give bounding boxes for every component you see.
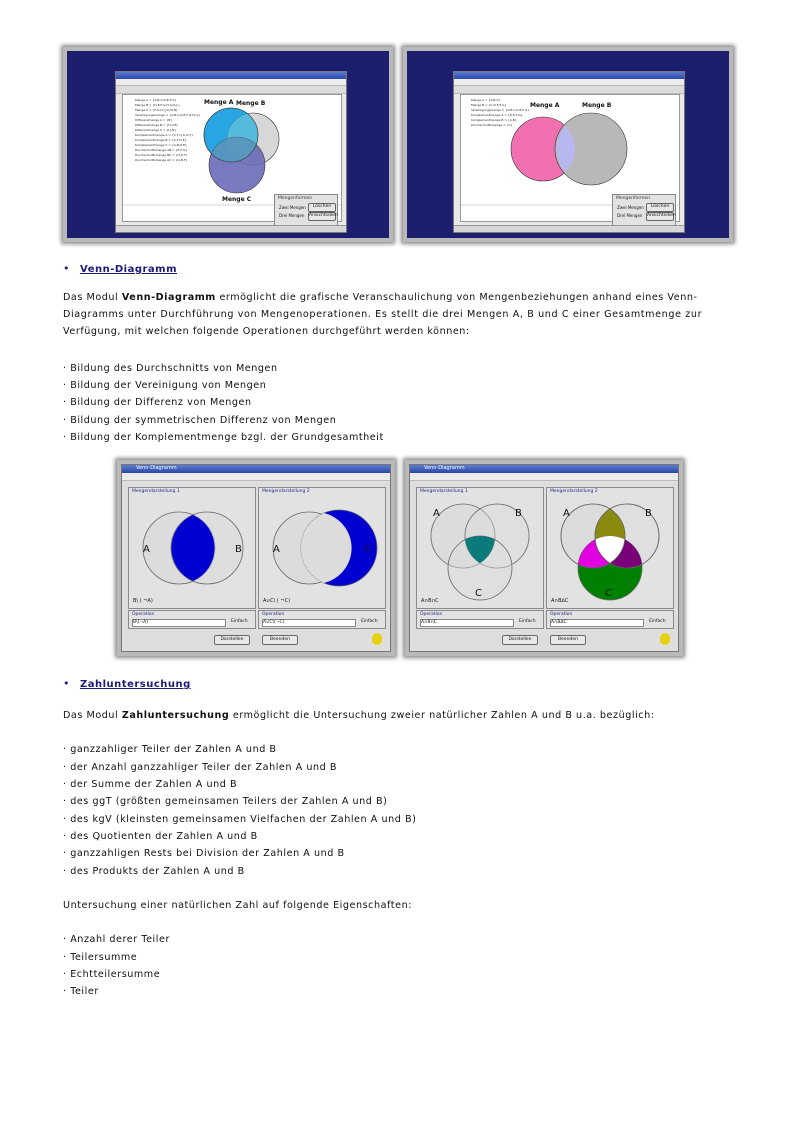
svg-text:Menge B = {C,D,E,F,G}: Menge B = {C,D,E,F,G} <box>471 103 507 107</box>
screenshot-venn-2 <box>405 460 683 656</box>
set-b-label: B <box>235 544 242 555</box>
svg-text:Vereinigungsmenge = {A,B,C,D,E: Vereinigungsmenge = {A,B,C,D,E,F,G} <box>471 108 530 112</box>
ansicht-button[interactable]: Ansichtsdien <box>646 212 674 221</box>
set-b-label: B <box>515 508 522 519</box>
expression-label: A∪C\ ( ¬C) <box>263 598 291 604</box>
einfach-checkbox[interactable]: Einfach <box>519 619 536 624</box>
operation-panel-1: Operation A∩B∩C Einfach <box>416 610 544 629</box>
einfach-checkbox[interactable]: Einfach <box>361 619 378 624</box>
svg-text:Menge A = {A,B,C,D,E,F,G}: Menge A = {A,B,C,D,E,F,G} <box>135 98 177 102</box>
zahluntersuchung-link[interactable]: Zahluntersuchung <box>80 679 191 690</box>
set-a-label: A <box>143 544 150 555</box>
svg-text:Durchschnittsmenge AC = {G,B,F: Durchschnittsmenge AC = {G,B,F} <box>135 158 188 162</box>
option-zwei-mengen[interactable]: Zwei Mengen <box>279 205 306 210</box>
svg-text:Differenzmenge C = {I,J,N}: Differenzmenge C = {I,J,N} <box>135 128 177 132</box>
help-icon[interactable] <box>660 633 670 645</box>
list-item: · Bildung der Vereinigung von Mengen <box>63 380 267 391</box>
venn-diagramm-link[interactable]: Venn-Diagramm <box>80 264 178 275</box>
set-a-label: A <box>563 508 570 519</box>
operation-input[interactable]: B\(¬A) <box>132 619 226 627</box>
set-c-label: C <box>475 588 482 599</box>
list-item: · Anzahl derer Teiler <box>63 934 170 945</box>
set-b-label: B <box>645 508 652 519</box>
list-item: · Bildung der symmetrischen Differenz von Mengen <box>63 415 337 426</box>
svg-text:Differenzmenge B = {H,I,M}: Differenzmenge B = {H,I,M} <box>135 123 178 127</box>
list-item: · der Summe der Zahlen A und B <box>63 779 238 790</box>
svg-text:Menge B = {D,E,F,G,H,I,J,K,L}: Menge B = {D,E,F,G,H,I,J,K,L} <box>135 103 180 107</box>
operation-input[interactable]: A∪C\(¬C) <box>262 619 356 627</box>
svg-text:Menge C = {F,G,H,I,J,K,M,N}: Menge C = {F,G,H,I,J,K,M,N} <box>135 108 178 112</box>
zahl-intro: Das Modul Zahluntersuchung ermöglicht die Untersuchung zweier natürlicher Zahlen A und B u.a. bezüglich: <box>63 710 655 721</box>
window-title: Venn-Diagramm <box>136 465 177 471</box>
menge-b-label: Menge B <box>236 100 266 107</box>
mengenformen-panel <box>274 194 338 226</box>
list-item: · des Quotienten der Zahlen A und B <box>63 831 258 842</box>
option-drei-mengen[interactable]: Drei Mengen <box>279 213 305 218</box>
operation-input[interactable]: A∩B∩C <box>420 619 514 627</box>
operation-panel-2: Operation A∩B∆C Einfach <box>546 610 674 629</box>
svg-text:Komplementmenge A = {C,F,I,J,K: Komplementmenge A = {C,F,I,J,K,O,T} <box>135 133 194 137</box>
einfach-checkbox[interactable]: Einfach <box>649 619 666 624</box>
beenden-button[interactable]: Beenden <box>262 635 298 645</box>
screenshot-sets-1 <box>63 47 393 242</box>
bullet: • <box>63 677 70 690</box>
list-item: · des Produkts der Zahlen A und B <box>63 866 245 877</box>
help-icon[interactable] <box>372 633 382 645</box>
set-a-label: A <box>273 544 280 555</box>
list-item: · Bildung des Durchschnitts von Mengen <box>63 363 278 374</box>
operation-input[interactable]: A∩B∆C <box>550 619 644 627</box>
module-name: Venn-Diagramm <box>121 292 216 303</box>
panel-title: Mengenformen <box>616 196 651 201</box>
svg-text:Vereinigungsmenge = {A,B,C,D,E: Vereinigungsmenge = {A,B,C,D,E,F,G,H,I,J} <box>135 113 201 117</box>
list-item: · des kgV (kleinsten gemeinsamen Vielfachen der Zahlen A und B) <box>63 814 417 825</box>
svg-text:Komplementmenge B = {A,B}: Komplementmenge B = {A,B} <box>471 118 517 122</box>
svg-text:Durchschnittsmenge BC = {H,O,T: Durchschnittsmenge BC = {H,O,T} <box>135 153 188 157</box>
beenden-button[interactable]: Beenden <box>550 635 586 645</box>
menge-a-label: Menge A <box>204 99 234 106</box>
loeschen-button[interactable]: Löschen <box>308 203 336 212</box>
svg-text:Durchschnittsmenge = {C}: Durchschnittsmenge = {C} <box>471 123 513 127</box>
expression-label: B\ ( ¬A) <box>133 598 153 604</box>
expression-label: A∩B∆C <box>551 598 569 604</box>
svg-text:Differenzmenge A = {B}: Differenzmenge A = {B} <box>135 118 173 122</box>
svg-text:Komplementmenge A = {D,E,F,G}: Komplementmenge A = {D,E,F,G} <box>471 113 523 117</box>
venn-intro-line1: Das Modul Venn-Diagramm ermöglicht die grafische Veranschaulichung von Mengenbeziehungen anhand eines Venn- <box>63 292 698 303</box>
set-c-label: C <box>605 588 612 599</box>
list-item: · ganzzahligen Rests bei Division der Zahlen A und B <box>63 848 345 859</box>
mengendarstellung-1: Mengendarstellung 1 A B C A∩B∩C <box>416 487 544 609</box>
mengendarstellung-2: Mengendarstellung 2 A C A∪C\ ( ¬C) <box>258 487 386 609</box>
darstellen-button[interactable]: Darstellen <box>214 635 250 645</box>
loeschen-button[interactable]: Löschen <box>646 203 674 212</box>
list-item: · der Anzahl ganzzahliger Teiler der Zahlen A und B <box>63 762 337 773</box>
darstellen-button[interactable]: Darstellen <box>502 635 538 645</box>
svg-text:Komplementmenge B = {A,F,D,E}: Komplementmenge B = {A,F,D,E} <box>135 138 187 142</box>
option-zwei-mengen[interactable]: Zwei Mengen <box>617 205 644 210</box>
mengendarstellung-1: Mengendarstellung 1 A B B\ ( ¬A) <box>128 487 256 609</box>
ansicht-button[interactable]: Ansichtsdien <box>308 212 336 221</box>
list-item: · Bildung der Komplementmenge bzgl. der Grundgesamtheit <box>63 432 384 443</box>
set-c-label: C <box>365 544 372 555</box>
mengenformen-panel <box>612 194 676 226</box>
screenshot-sets-2 <box>403 47 733 242</box>
option-drei-mengen[interactable]: Drei Mengen <box>617 213 643 218</box>
mengendarstellung-2: Mengendarstellung 2 A B C A∩B∆C <box>546 487 674 609</box>
list-item: · Bildung der Differenz von Mengen <box>63 397 252 408</box>
list-item: · Teiler <box>63 986 99 997</box>
list-item: · Teilersumme <box>63 952 138 963</box>
operation-panel-2: Operation A∪C\(¬C) Einfach <box>258 610 386 629</box>
menge-c-label: Menge C <box>222 196 252 203</box>
set-a-label: A <box>433 508 440 519</box>
list-item: · Echtteilersumme <box>63 969 161 980</box>
zahl-second-intro: Untersuchung einer natürlichen Zahl auf folgende Eigenschaften: <box>63 900 412 911</box>
list-item: · des ggT (größten gemeinsamen Teilers der Zahlen A und B) <box>63 796 388 807</box>
einfach-checkbox[interactable]: Einfach <box>231 619 248 624</box>
panel-title: Mengenformen <box>278 196 313 201</box>
menge-b-label: Menge B <box>582 102 612 109</box>
operation-panel-1: Operation B\(¬A) Einfach <box>128 610 256 629</box>
venn-intro-line3: Verfügung, mit welchen folgende Operationen durchgeführt werden können: <box>63 326 470 337</box>
list-item: · ganzzahliger Teiler der Zahlen A und B <box>63 744 277 755</box>
screenshot-venn-1 <box>117 460 395 656</box>
window-title: Venn-Diagramm <box>424 465 465 471</box>
svg-text:Menge A = {A,B,C}: Menge A = {A,B,C} <box>471 98 501 102</box>
menge-a-label: Menge A <box>530 102 560 109</box>
bullet: • <box>63 262 70 275</box>
svg-text:Durchschnittsmenge AB = {E,F,G: Durchschnittsmenge AB = {E,F,G} <box>135 148 188 152</box>
venn-intro-line2: Diagramms unter Durchführung von Mengenoperationen. Es stellt die drei Mengen A, B und C einer Gesamtmenge zur <box>63 309 703 320</box>
module-name: Zahluntersuchung <box>121 710 230 721</box>
svg-text:Komplementmenge C = {A,B,D,E}: Komplementmenge C = {A,B,D,E} <box>135 143 187 147</box>
expression-label: A∩B∩C <box>421 598 439 604</box>
